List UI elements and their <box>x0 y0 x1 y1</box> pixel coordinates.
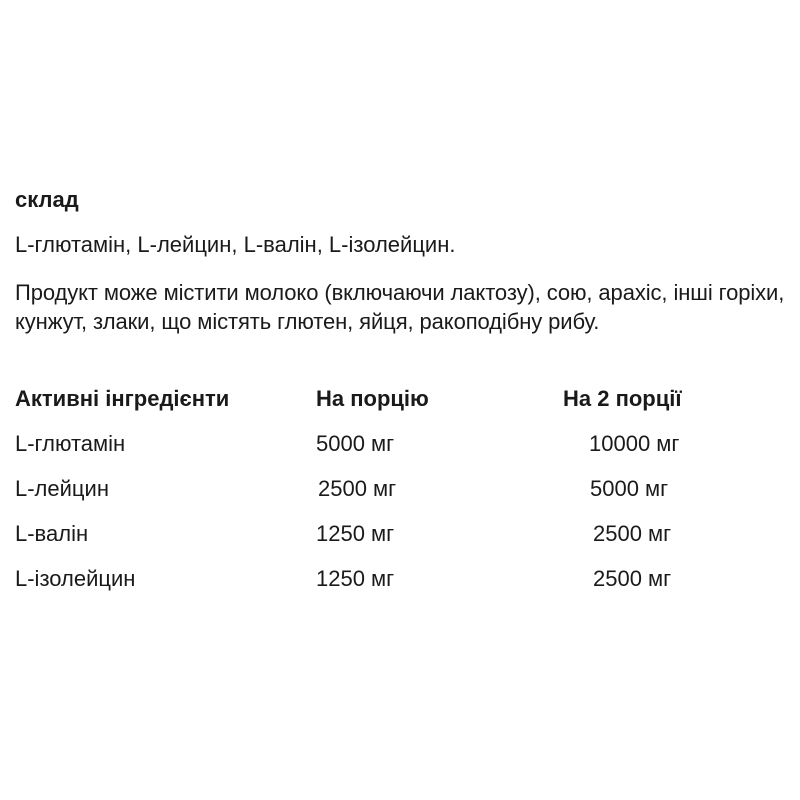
row-name: L-валін <box>15 521 89 546</box>
header-active-ingredients: Активні інгредієнти <box>15 386 230 411</box>
header-per-serving: На порцію <box>316 386 429 411</box>
row-per-serving: 2500 мг <box>318 476 397 501</box>
row-per-2-servings: 5000 мг <box>590 476 669 501</box>
row-per-2-servings: 10000 мг <box>589 431 680 456</box>
header-per-2-servings: На 2 порції <box>563 386 682 411</box>
row-per-serving: 5000 мг <box>316 431 395 456</box>
section-heading: склад <box>15 187 79 212</box>
row-name: L-глютамін <box>15 431 126 456</box>
row-per-serving: 1250 мг <box>316 521 395 546</box>
row-per-serving: 1250 мг <box>316 566 395 591</box>
row-name: L-лейцин <box>15 476 109 501</box>
ingredients-list: L-глютамін, L-лейцин, L-валін, L-ізолейцин. <box>15 232 456 257</box>
row-per-2-servings: 2500 мг <box>593 521 672 546</box>
row-per-2-servings: 2500 мг <box>593 566 672 591</box>
allergen-warning: Продукт може містити молоко (включаючи лактозу), сою, арахіс, інші горіхи, кунжут, злаки, що містять глютен, яйця, ракоподібну рибу. <box>15 280 785 334</box>
row-name: L-ізолейцин <box>15 566 136 591</box>
